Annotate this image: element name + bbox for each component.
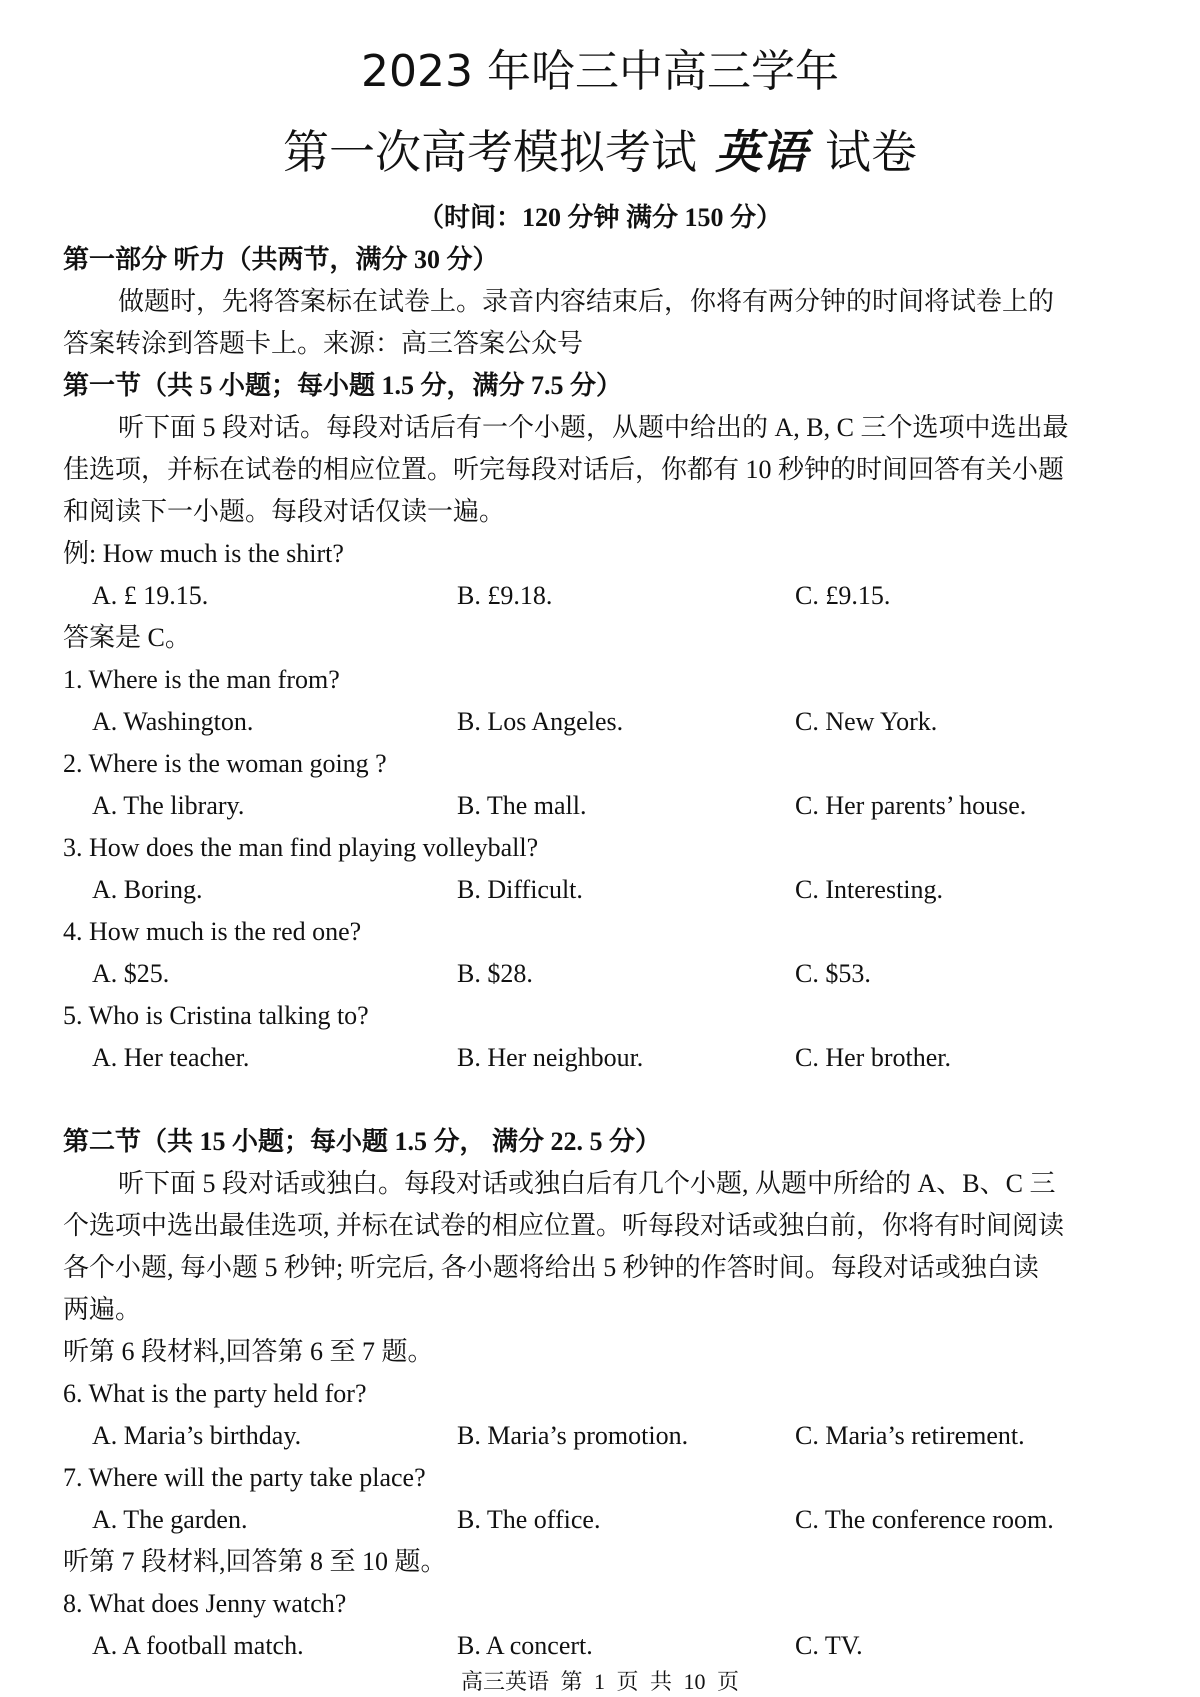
option-a: A. £ 19.15. [92,581,209,610]
example-options [63,575,1143,617]
exam-subtitle [0,122,1200,182]
question-2: 2. Where is the woman going ? [63,749,387,778]
option-b: B. The office. [457,1505,601,1534]
subtitle-part-c: 试卷 [825,125,917,179]
question-3-options [63,869,1143,911]
question-5: 5. Who is Cristina talking to? [63,1001,369,1030]
instruction-line: 佳选项，并标在试卷的相应位置。听完每段对话后，你都有 10 秒钟的时间回答有关小题 [63,455,1065,484]
option-c: C. TV. [795,1631,863,1660]
subtitle-part-a: 第一次高考模拟考试 [283,125,697,179]
option-b: B. Los Angeles. [457,707,624,736]
question-1: 1. Where is the man from? [63,665,340,694]
question-8: 8. What does Jenny watch? [63,1589,347,1618]
question-6-options [63,1415,1143,1457]
instruction-line: 做题时，先将答案标在试卷上。录音内容结束后，你将有两分钟的时间将试卷上的 [118,287,1055,316]
option-a: A. Boring. [92,875,203,904]
subject-name: 英语 [715,125,807,179]
option-b: B. The mall. [457,791,587,820]
time-info: （时间：120 分钟 满分 150 分） [417,203,782,232]
option-a: A. Maria’s birthday. [92,1421,302,1450]
option-b: B. $28. [457,959,533,988]
option-b: B. A concert. [457,1631,593,1660]
section1-heading: 第一节（共 5 小题；每小题 1.5 分，满分 7.5 分） [63,371,623,400]
option-c: C. Interesting. [795,875,944,904]
question-1-options [63,701,1143,743]
exam-title: 2023 年哈三中高三学年 [361,46,839,97]
question-8-options [63,1625,1143,1667]
option-a: A. $25. [92,959,170,988]
option-b: B. Maria’s promotion. [457,1421,689,1450]
option-c: C. Maria’s retirement. [795,1421,1025,1450]
option-b: B. £9.18. [457,581,553,610]
option-c: C. The conference room. [795,1505,1054,1534]
question-3: 3. How does the man find playing volleyball? [63,833,539,862]
option-c: C. £9.15. [795,581,891,610]
option-a: A. The library. [92,791,245,820]
instruction-line: 听下面 5 段对话或独白。每段对话或独白后有几个小题, 从题中所给的 A、B、C 三 [118,1169,1056,1198]
question-7: 7. Where will the party take place? [63,1463,426,1492]
instruction-line: 各个小题, 每小题 5 秒钟; 听完后, 各小题将给出 5 秒钟的作答时间。每段对话或独白读 [63,1253,1039,1282]
option-b: B. Difficult. [457,875,583,904]
page-footer: 高三英语 第 1 页 共 10 页 [460,1669,739,1694]
question-4-options [63,953,1143,995]
option-b: B. Her neighbour. [457,1043,644,1072]
option-a: A. Her teacher. [92,1043,250,1072]
question-2-options [63,785,1143,827]
exam-body [63,239,1143,1667]
example-question: 例: How much is the shirt? [63,539,344,568]
part1-heading: 第一部分 听力（共两节，满分 30 分） [63,245,499,274]
question-7-options [63,1499,1143,1541]
question-6: 6. What is the party held for? [63,1379,367,1408]
example-answer: 答案是 C。 [63,623,191,652]
option-a: A. Washington. [92,707,254,736]
instruction-line: 个选项中选出最佳选项, 并标在试卷的相应位置。听每段对话或独白前，你将有时间阅读 [63,1211,1065,1240]
question-5-options [63,1037,1143,1079]
option-c: C. $53. [795,959,871,988]
question-4: 4. How much is the red one? [63,917,362,946]
option-c: C. New York. [795,707,938,736]
instruction-line: 两遍。 [63,1295,142,1324]
material-6-heading: 听第 6 段材料,回答第 6 至 7 题。 [63,1337,434,1366]
instruction-line: 和阅读下一小题。每段对话仅读一遍。 [63,497,506,526]
material-7-heading: 听第 7 段材料,回答第 8 至 10 题。 [63,1547,447,1576]
option-c: C. Her brother. [795,1043,951,1072]
option-c: C. Her parents’ house. [795,791,1027,820]
option-a: A. A football match. [92,1631,304,1660]
instruction-line: 听下面 5 段对话。每段对话后有一个小题，从题中给出的 A, B, C 三个选项中选出最 [118,413,1069,442]
option-a: A. The garden. [92,1505,248,1534]
section2-heading: 第二节（共 15 小题；每小题 1.5 分， 满分 22. 5 分） [63,1127,662,1156]
instruction-line: 答案转涂到答题卡上。来源：高三答案公众号 [63,329,584,358]
